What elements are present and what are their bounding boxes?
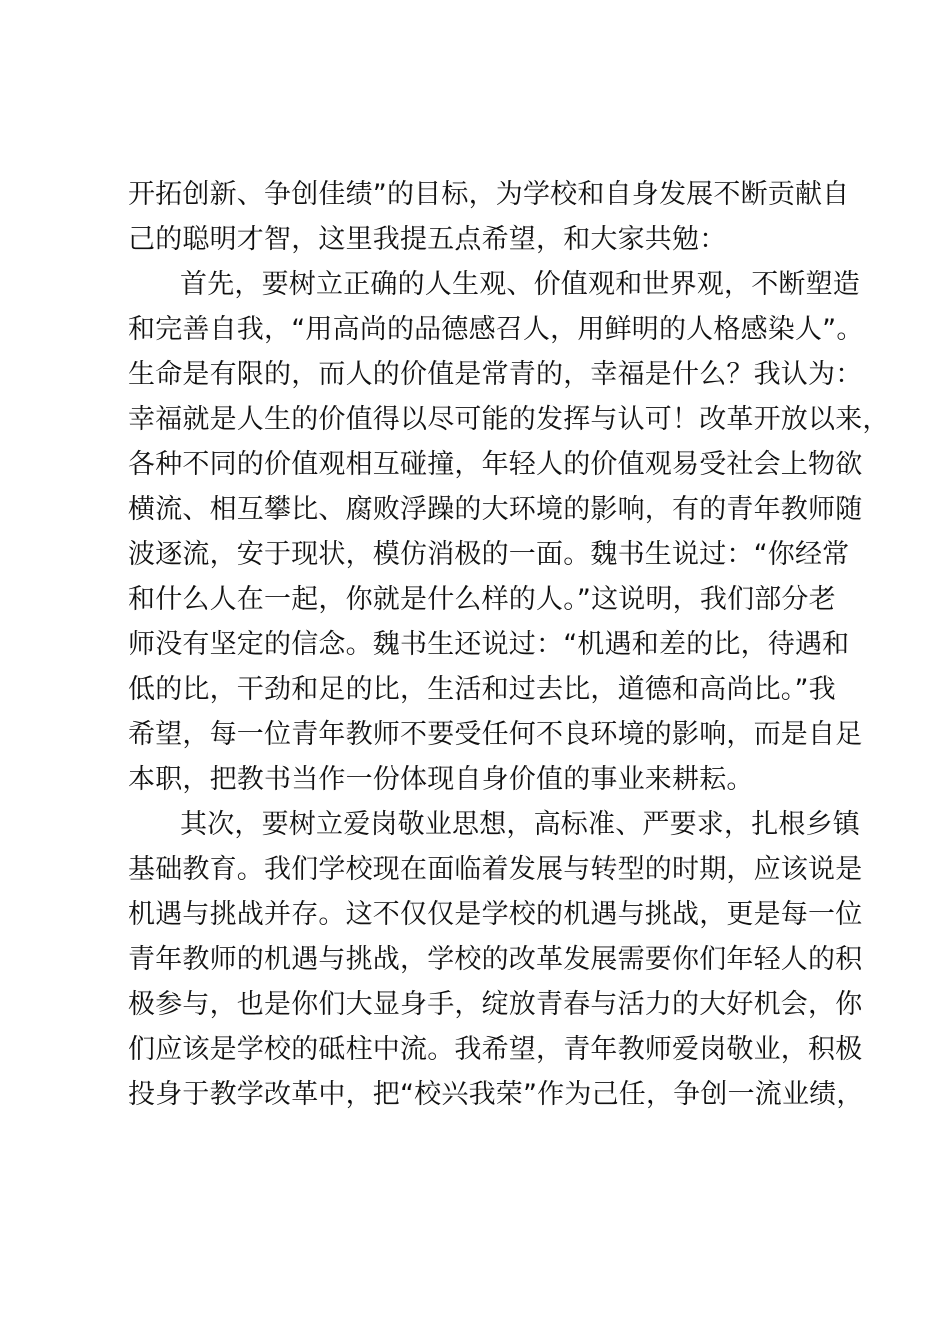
- text-line: 和完善自我，“用高尚的品德感召人，用鲜明的人格感染人”。: [128, 314, 864, 345]
- paragraph: [128, 262, 890, 802]
- text-line: 机遇与挑战并存。这不仅仅是学校的机遇与挑战，更是每一位: [128, 899, 863, 930]
- text-line: 低的比，干劲和足的比，生活和过去比，道德和高尚比。”我: [128, 674, 836, 705]
- text-line: 希望，每一位青年教师不要受任何不良环境的影响，而是自足: [128, 719, 863, 750]
- text-line: 和什么人在一起，你就是什么样的人。”这说明，我们部分老: [128, 584, 836, 615]
- body-text: [128, 172, 890, 1117]
- text-line: 波逐流，安于现状，模仿消极的一面。魏书生说过：“你经常: [128, 539, 850, 570]
- text-line: 投身于教学改革中，把“校兴我荣”作为己任，争创一流业绩，: [128, 1079, 864, 1110]
- text-line: 首先，要树立正确的人生观、价值观和世界观，不断塑造: [180, 269, 860, 300]
- text-line: 其次，要树立爱岗敬业思想，高标准、严要求，扎根乡镇: [180, 809, 860, 840]
- text-line: 幸福就是人生的价值得以尽可能的发挥与认可！改革开放以来，: [128, 404, 890, 435]
- text-line: 基础教育。我们学校现在面临着发展与转型的时期，应该说是: [128, 854, 863, 885]
- text-line: 本职，把教书当作一份体现自身价值的事业来耕耘。: [128, 764, 754, 795]
- paragraph: [128, 802, 868, 1117]
- text-line: 开拓创新、争创佳绩”的目标，为学校和自身发展不断贡献自: [128, 179, 850, 210]
- text-line: 们应该是学校的砥柱中流。我希望，青年教师爱岗敬业，积极: [128, 1034, 863, 1065]
- text-line: 己的聪明才智，这里我提五点希望，和大家共勉：: [128, 224, 727, 255]
- text-line: 各种不同的价值观相互碰撞，年轻人的价值观易受社会上物欲: [128, 449, 863, 480]
- paragraph: [128, 172, 868, 262]
- text-line: 生命是有限的，而人的价值是常青的，幸福是什么？我认为：: [128, 359, 863, 390]
- text-line: 师没有坚定的信念。魏书生还说过：“机遇和差的比，待遇和: [128, 629, 850, 660]
- text-line: 横流、相互攀比、腐败浮躁的大环境的影响，有的青年教师随: [128, 494, 863, 525]
- text-line: 极参与，也是你们大显身手，绽放青春与活力的大好机会，你: [128, 989, 863, 1020]
- text-line: 青年教师的机遇与挑战，学校的改革发展需要你们年轻人的积: [128, 944, 863, 975]
